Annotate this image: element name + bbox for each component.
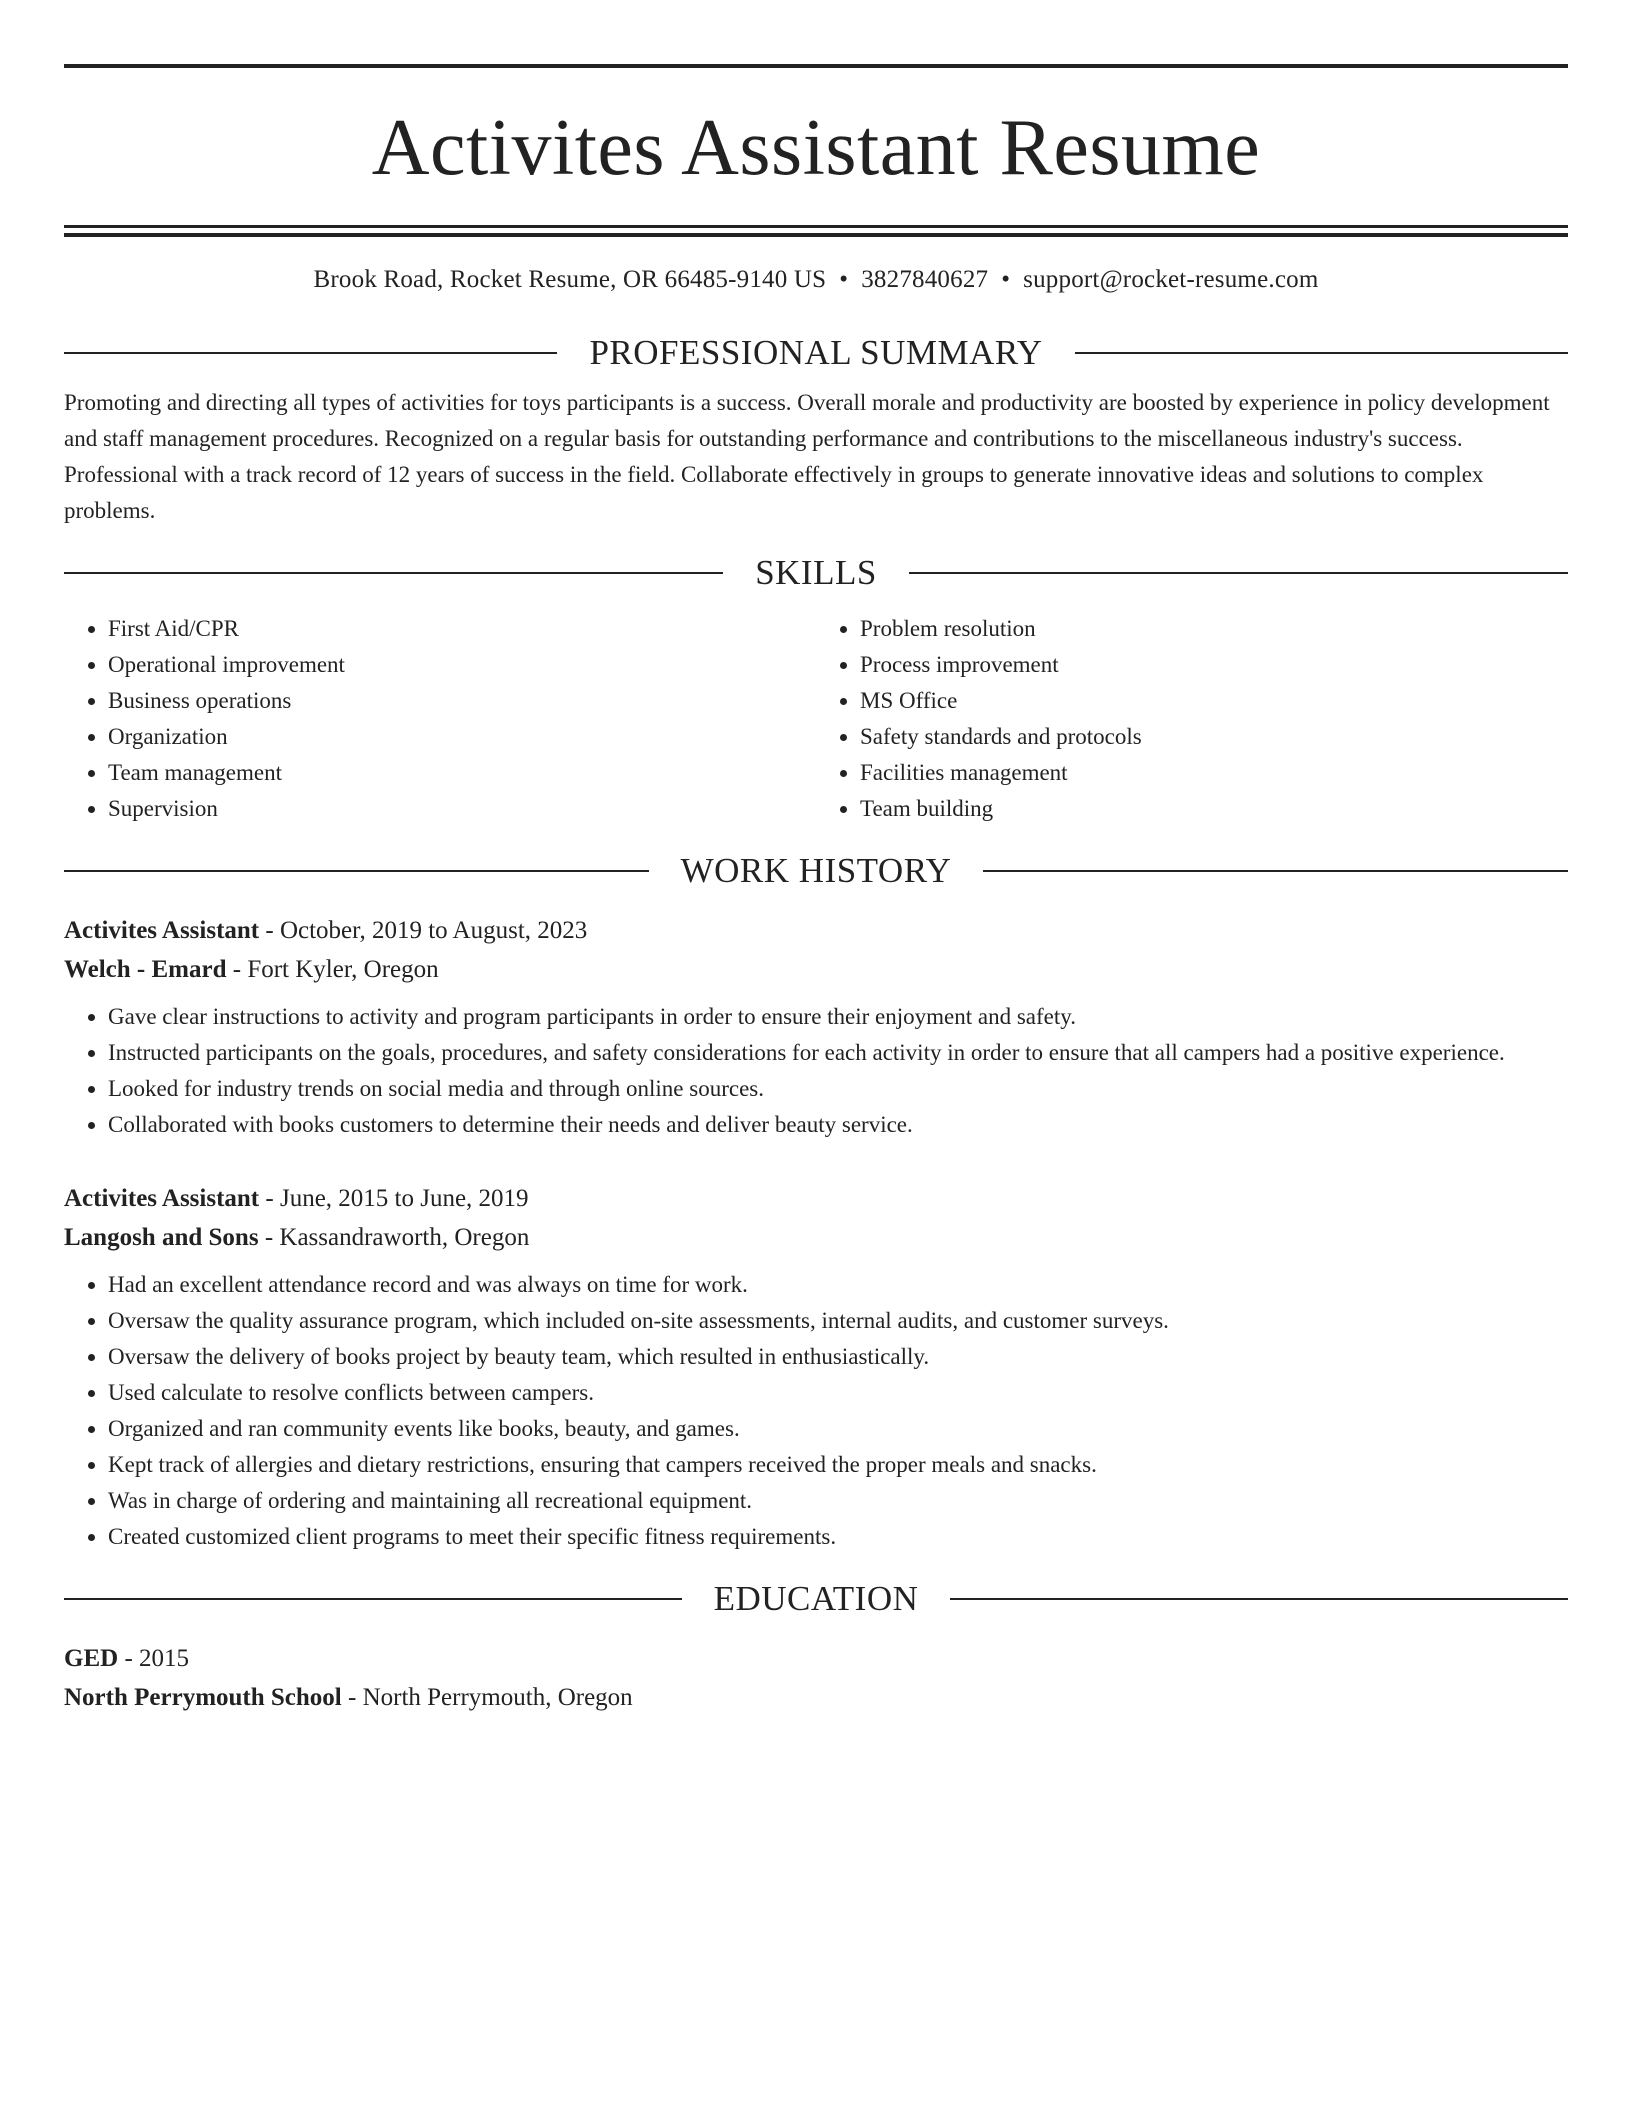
education-degree: GED <box>64 1645 119 1672</box>
heading-rule-right <box>983 870 1568 872</box>
summary-heading-label: PROFESSIONAL SUMMARY <box>589 333 1043 372</box>
skill-item: • Problem resolution <box>860 611 1568 647</box>
job-entry <box>64 911 1568 1143</box>
skill-item: • Operational improvement <box>108 647 816 683</box>
heading-rule-right <box>1075 352 1568 354</box>
job-bullet: • Gave clear instructions to activity and program participants in order to ensure their enjoyment and safety. <box>108 999 1568 1035</box>
skill-item: • Facilities management <box>860 755 1568 791</box>
job-title: Activites Assistant <box>64 917 260 944</box>
job-bullet: • Kept track of allergies and dietary restrictions, ensuring that campers received the proper meals and snacks. <box>108 1447 1568 1483</box>
job-bullet: • Used calculate to resolve conflicts between campers. <box>108 1375 1568 1411</box>
education-location: - North Perrymouth, Oregon <box>341 1684 633 1711</box>
job-title-line <box>64 911 1568 950</box>
skills-list <box>64 611 1568 827</box>
contact-email: support@rocket-resume.com <box>1023 266 1319 293</box>
skill-item: • Team building <box>860 791 1568 827</box>
job-bullet: • Oversaw the quality assurance program, which included on-site assessments, internal audits, and customer surveys. <box>108 1303 1568 1339</box>
education-heading-label: EDUCATION <box>713 1579 919 1618</box>
job-dates: - October, 2019 to August, 2023 <box>259 917 588 944</box>
skill-item: • Team management <box>108 755 816 791</box>
job-bullet: • Instructed participants on the goals, procedures, and safety considerations for each activity in order to ensure that all campers had a positive experience. <box>108 1035 1568 1071</box>
skills-section-heading <box>64 551 1568 595</box>
resume-title: Activites Assistant Resume <box>371 104 1261 192</box>
summary-text: Promoting and directing all types of activities for toys participants is a success. Overall morale and productivity are boosted by experience in policy development and staff management procedures. Recognized on a regular basis for outstanding performance and contributions to the miscellaneous industry's success. Professional with a track record of 12 years of success in the field. Collaborate effectively in groups to generate innovative ideas and solutions to complex problems. <box>64 390 1550 523</box>
title-double-rule <box>64 225 1568 228</box>
skills-heading-label: SKILLS <box>755 553 877 592</box>
job-bullets <box>64 1267 1568 1555</box>
resume-page <box>64 64 1568 1717</box>
job-entry <box>64 1179 1568 1555</box>
education-year: - 2015 <box>118 1645 190 1672</box>
work-heading-label: WORK HISTORY <box>680 851 952 890</box>
contact-phone: 3827840627 <box>861 266 989 293</box>
job-dates: - June, 2015 to June, 2019 <box>259 1185 529 1212</box>
job-company-line <box>64 950 1568 989</box>
contact-separator: • <box>1001 266 1011 293</box>
heading-rule-left <box>64 1598 682 1600</box>
job-company: Langosh and Sons <box>64 1224 259 1251</box>
job-title: Activites Assistant <box>64 1185 260 1212</box>
skill-item: • Process improvement <box>860 647 1568 683</box>
job-bullet: • Was in charge of ordering and maintaining all recreational equipment. <box>108 1483 1568 1519</box>
skill-item: • Supervision <box>108 791 816 827</box>
contact-separator: • <box>839 266 849 293</box>
education-entry <box>64 1639 1568 1717</box>
summary-section-heading <box>64 331 1568 375</box>
job-bullet: • Organized and ran community events like books, beauty, and games. <box>108 1411 1568 1447</box>
job-company: Welch - Emard <box>64 956 227 983</box>
job-bullet: • Oversaw the delivery of books project by beauty team, which resulted in enthusiastically. <box>108 1339 1568 1375</box>
job-bullet: • Created customized client programs to meet their specific fitness requirements. <box>108 1519 1568 1555</box>
skills-column-right <box>816 611 1568 827</box>
education-school-line <box>64 1678 1568 1717</box>
top-rule <box>64 64 1568 68</box>
job-title-line <box>64 1179 1568 1218</box>
job-location: - Fort Kyler, Oregon <box>226 956 439 983</box>
heading-rule-left <box>64 572 723 574</box>
skill-item: • MS Office <box>860 683 1568 719</box>
job-bullet: • Looked for industry trends on social media and through online sources. <box>108 1071 1568 1107</box>
education-school: North Perrymouth School <box>64 1684 342 1711</box>
work-section-heading <box>64 849 1568 893</box>
skill-item: • Business operations <box>108 683 816 719</box>
heading-rule-left <box>64 352 557 354</box>
job-bullet: • Had an excellent attendance record and was always on time for work. <box>108 1267 1568 1303</box>
skills-column-left <box>64 611 816 827</box>
heading-rule-left <box>64 870 649 872</box>
contact-line <box>64 263 1568 297</box>
job-location: - Kassandraworth, Oregon <box>258 1224 530 1251</box>
heading-rule-right <box>909 572 1568 574</box>
education-degree-line <box>64 1639 1568 1678</box>
job-bullet: • Collaborated with books customers to determine their needs and deliver beauty service. <box>108 1107 1568 1143</box>
job-bullets <box>64 999 1568 1143</box>
skill-item: • Safety standards and protocols <box>860 719 1568 755</box>
education-section-heading <box>64 1577 1568 1621</box>
job-company-line <box>64 1218 1568 1257</box>
heading-rule-right <box>950 1598 1568 1600</box>
skill-item: • First Aid/CPR <box>108 611 816 647</box>
skill-item: • Organization <box>108 719 816 755</box>
contact-address: Brook Road, Rocket Resume, OR 66485-9140 US <box>313 266 827 293</box>
